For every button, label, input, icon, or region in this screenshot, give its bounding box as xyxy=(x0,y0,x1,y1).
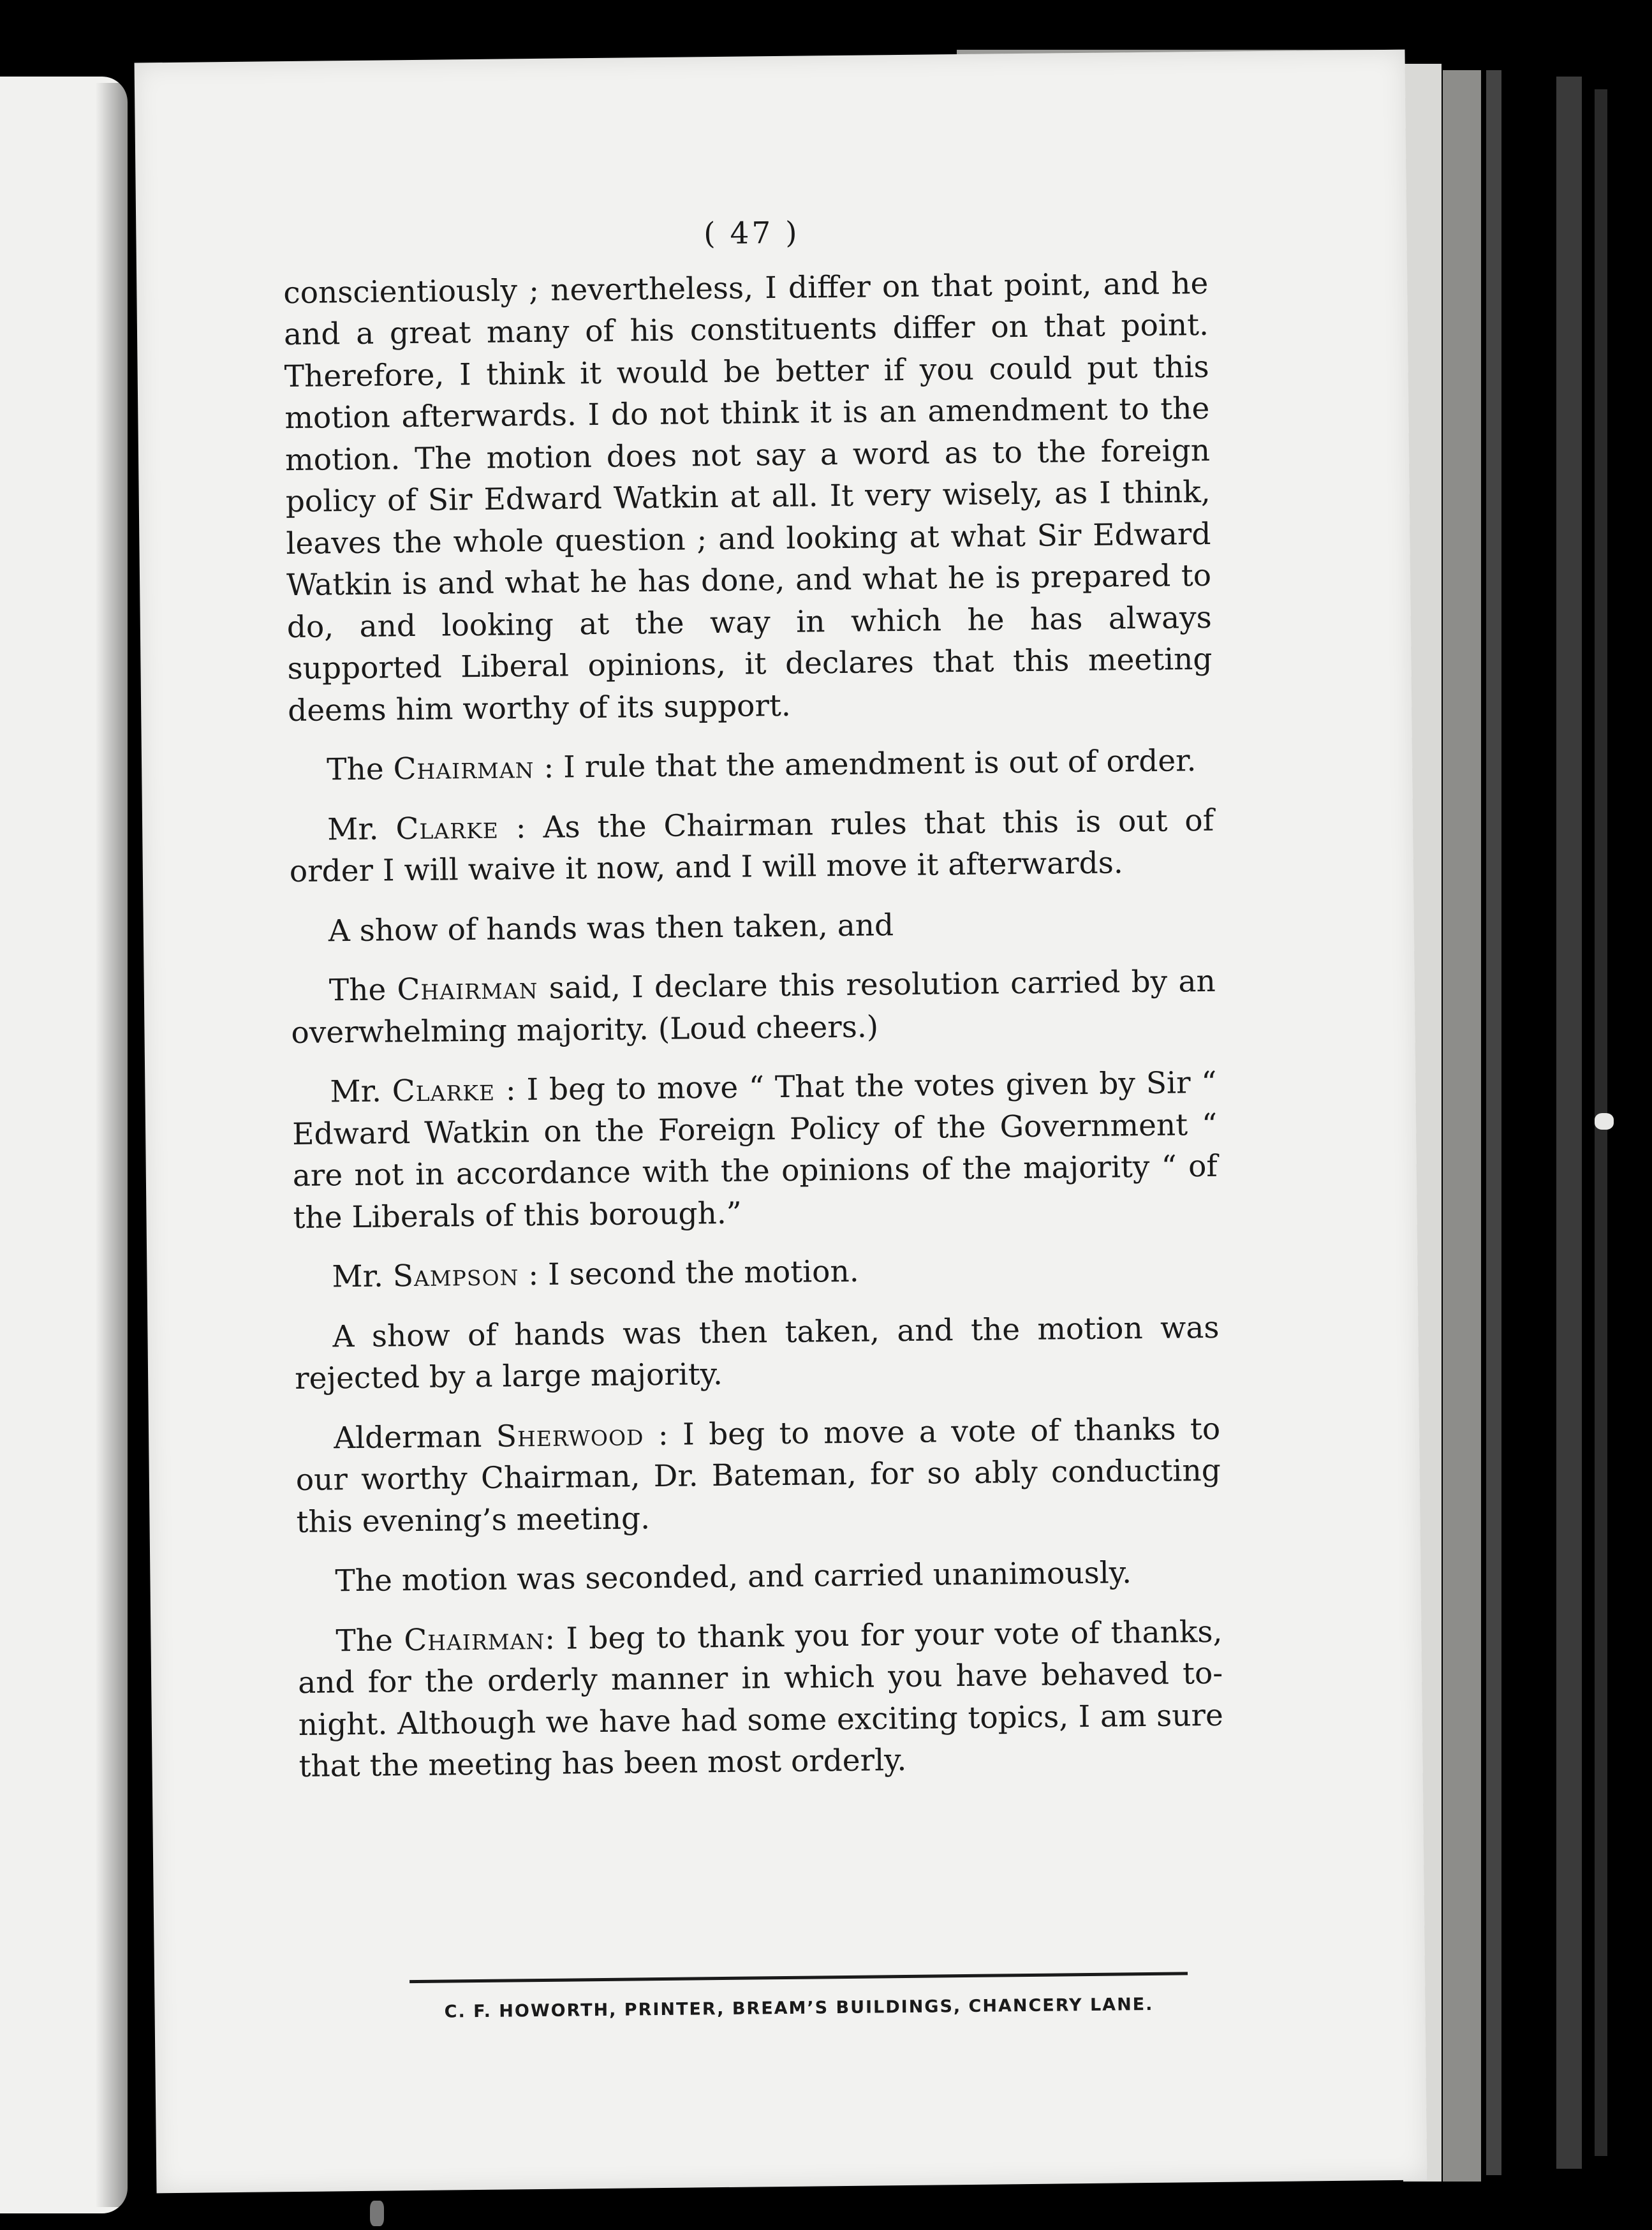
speech-lead: Mr. xyxy=(327,811,396,847)
narrative-paragraph xyxy=(294,1306,1220,1399)
speech-text: The motion was seconded, and carried unanimously. xyxy=(335,1555,1132,1599)
narrative-paragraph xyxy=(297,1551,1222,1603)
speech-lead: The xyxy=(326,751,394,788)
speech-text: : I rule that the amendment is out of order. xyxy=(534,743,1197,786)
page-stack-edge xyxy=(1486,70,1501,2175)
speech-text: : I beg to move a vote of thanks to our worthy Chairman, Dr. Bateman, for so ably conducting this evening’s meeting. xyxy=(295,1411,1221,1540)
page-stack-edge xyxy=(1443,70,1481,2182)
speaker-name: Chairman xyxy=(404,1621,545,1658)
speech-text: said, I declare this resolution carried by an overwhelming majority. (Loud cheers.) xyxy=(291,963,1216,1051)
paragraph-continuation: conscientiously ; nevertheless, I differ on that point, and he and a great many of his constituents differ on that point. Therefore, I think it would be better if you could put this motion afterwards. I do not think it is an amendment to the motion. The motion does not say a word as to the foreign policy of Sir Edward Watkin at all. It very wisely, as I think, leaves the whole question ; and looking at what Sir Edward Watkin is and what he has done, and what he is prepared to do, and looking at the way in which he has always supported Liberal opinions, it declares that this meeting deems him worthy of its support. xyxy=(283,265,1213,728)
speech-text: : As the Chairman rules that this is out of order I will waive it now, and I will move it afterwards. xyxy=(289,802,1214,890)
document-page xyxy=(135,50,1427,2194)
speech-paragraph xyxy=(290,961,1216,1054)
speech-paragraph xyxy=(293,1247,1219,1299)
paper-speck xyxy=(1595,1113,1614,1130)
speech-lead: Mr. xyxy=(330,1074,393,1110)
speech-text: : I beg to move “ That the votes given by Sir “ Edward Watkin on the Foreign Policy of the Government “ are not in accordance with the opinions of the majority “ of the Liberals of this borough.” xyxy=(291,1065,1218,1236)
speech-lead: The xyxy=(328,972,397,1008)
speech-paragraph xyxy=(291,1062,1218,1239)
speech-paragraph xyxy=(288,740,1214,792)
gutter-shadow xyxy=(96,83,140,2207)
speech-text: : I second the motion. xyxy=(519,1253,859,1293)
printer-imprint: C. F. HOWORTH, PRINTER, BREAM’S BUILDINGS, CHANCERY LANE. xyxy=(444,1994,1154,2022)
footer-rule xyxy=(409,1972,1188,1983)
narrative-paragraph xyxy=(290,901,1215,952)
speech-text: : I beg to thank you for your vote of thanks, and for the orderly manner in which you have behaved to-night. Although we have had some exciting topics, I am sure that the meeting has been most orderly. xyxy=(297,1614,1224,1784)
speaker-name: Clarke xyxy=(392,1072,496,1109)
speech-lead: The xyxy=(336,1622,404,1658)
speaker-name: Sampson xyxy=(392,1257,519,1294)
speaker-name: Sherwood xyxy=(496,1417,644,1454)
speech-paragraph xyxy=(297,1611,1224,1787)
page-number: ( 47 ) xyxy=(703,215,800,252)
speech-text: A show of hands was then taken, and the motion was rejected by a large majority. xyxy=(294,1310,1220,1396)
speaker-name: Clarke xyxy=(395,810,499,846)
speech-text: A show of hands was then taken, and xyxy=(328,907,894,949)
speaker-name: Chairman xyxy=(393,750,535,787)
book-cover-edge xyxy=(1556,77,1582,2169)
speaker-name: Chairman xyxy=(397,970,538,1008)
speech-paragraph xyxy=(295,1408,1221,1543)
page-body xyxy=(283,208,1224,1788)
speech-paragraph xyxy=(289,799,1214,892)
speech-lead: Alderman xyxy=(333,1419,497,1456)
paper-speck xyxy=(370,2201,384,2226)
speech-lead: Mr. xyxy=(332,1259,394,1295)
